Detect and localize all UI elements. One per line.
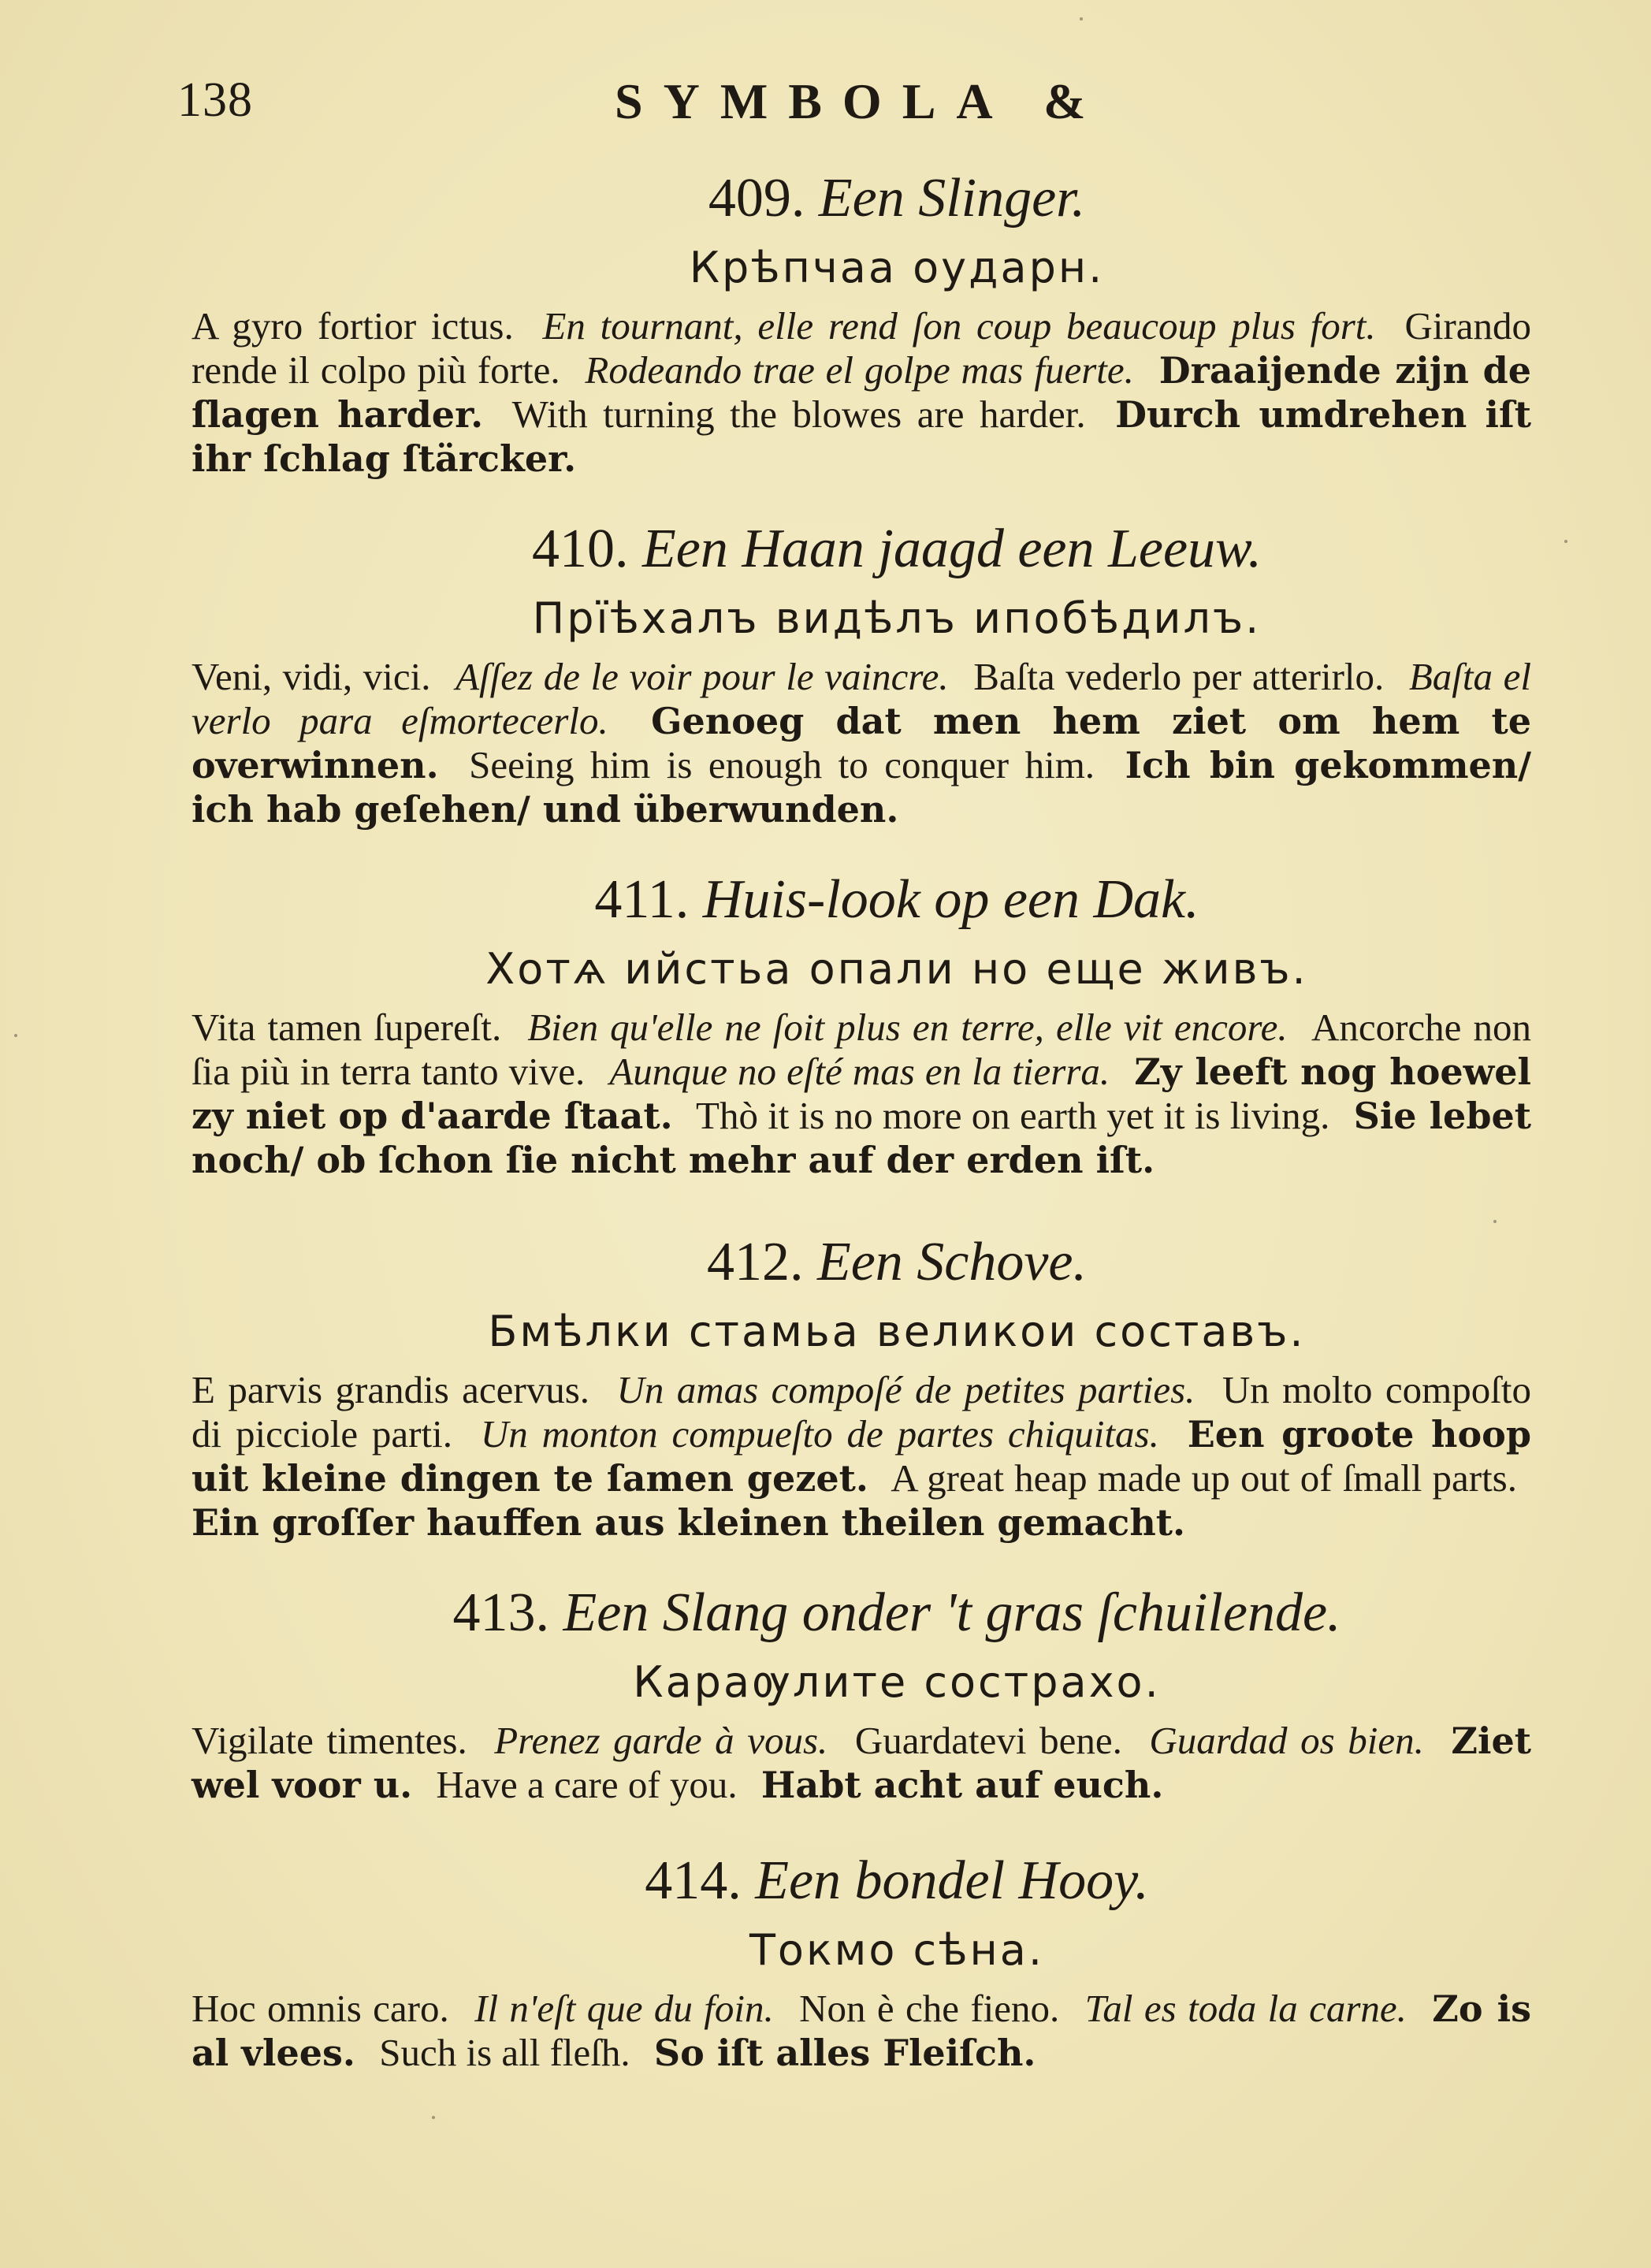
dutch-motto: Zo is al vlees. (192, 1987, 1532, 2074)
entry-title: Huis-look op een Dak. (702, 869, 1199, 930)
italian-motto: Guardatevi bene. (854, 1719, 1122, 1762)
latin-motto: Veni, vidi, vici. (192, 655, 431, 698)
dutch-motto: Ziet wel voor u. (192, 1720, 1531, 1806)
slavonic-motto: Бмѣлки стамьа великои составъ. (488, 1307, 1306, 1356)
slavonic-motto: Караѹлите сострахо. (633, 1657, 1161, 1707)
dutch-motto: Een groote hoop uit kleine dingen te ſamen gezet. (192, 1413, 1532, 1500)
motto-translations (192, 1368, 1531, 1545)
slavonic-motto: Крѣпчаа оударн. (689, 243, 1105, 292)
entry-heading (192, 516, 1531, 582)
english-motto: Such is all fleſh. (379, 2031, 630, 2074)
entry-number: 410. (531, 519, 629, 579)
motto-translations (192, 1006, 1531, 1182)
paper-speck (14, 1034, 17, 1037)
emblem-entry-413 (192, 1580, 1531, 1807)
dutch-motto: Zy leeft nog hoewel zy niet op d'aarde ſtaat. (192, 1050, 1531, 1137)
latin-motto: Vigilate timentes. (192, 1719, 467, 1762)
entry-heading (192, 1229, 1531, 1296)
spanish-motto: Baſta el verlo para eſmortecerlo. (192, 655, 1532, 742)
motto-translations (192, 655, 1531, 831)
emblem-entry-409 (192, 165, 1531, 481)
french-motto: Aſſez de le voir pour le vaincre. (456, 655, 949, 698)
slavonic-motto: Хотѧ ийстьа опали но еще живъ. (485, 944, 1308, 994)
entry-number: 412. (706, 1232, 804, 1292)
emblem-entry-411 (192, 867, 1531, 1182)
entry-title: Een bondel Hooy. (755, 1850, 1149, 1911)
entry-heading (192, 165, 1531, 232)
slavonic-motto: Прїѣхалъ видѣлъ ипобѣдилъ. (532, 593, 1262, 643)
english-motto: Seeing him is enough to conquer him. (469, 743, 1095, 786)
italian-motto: Un molto compoſto di picciole parti. (192, 1368, 1532, 1456)
french-motto: En tournant, elle rend ſon coup beaucoup plus fort. (542, 304, 1376, 348)
latin-motto: E parvis grandis acervus. (192, 1368, 590, 1411)
entry-heading (192, 867, 1531, 933)
entry-title: Een Schove. (816, 1232, 1088, 1292)
entry-title: Een Slinger. (818, 168, 1086, 229)
emblem-entry-410 (192, 516, 1531, 831)
emblem-entry-414 (192, 1848, 1531, 2075)
german-motto: So iſt alles Fleiſch. (653, 2032, 1036, 2074)
spanish-motto: Aunque no eſté mas en la tierra. (609, 1050, 1110, 1093)
paper-speck (1080, 17, 1083, 20)
german-motto: Ich bin gekommen/ ich hab geſehen/ und überwunden. (192, 744, 1532, 831)
spanish-motto: Tal es toda la carne. (1084, 1987, 1407, 2030)
latin-motto: A gyro fortior ictus. (192, 304, 514, 348)
english-motto: Thò it is no more on earth yet it is living. (696, 1094, 1330, 1137)
english-motto: With turning the blowes are harder. (511, 392, 1086, 436)
english-motto: Have a care of you. (436, 1763, 738, 1806)
german-motto: Sie lebet noch/ ob ſchon ſie nicht mehr auf der erden iſt. (192, 1095, 1532, 1181)
entry-heading (192, 1848, 1531, 1914)
entry-number: 414. (645, 1850, 742, 1911)
french-motto: Il n'eſt que du foin. (474, 1987, 774, 2030)
motto-translations (192, 1987, 1531, 2075)
entry-title: Een Slang onder 't gras ſchuilende. (563, 1582, 1341, 1643)
italian-motto: Non è che fieno. (799, 1987, 1060, 2030)
german-motto: Ein groſſer hauffen aus kleinen theilen gemacht. (192, 1501, 1186, 1544)
paper-speck (432, 2116, 435, 2119)
french-motto: Un amas compoſé de petites parties. (616, 1368, 1195, 1411)
entry-heading (192, 1580, 1531, 1646)
spanish-motto: Rodeando trae el golpe mas fuerte. (585, 348, 1134, 392)
running-title: SYMBOLA & (615, 73, 1106, 129)
italian-motto: Ancorche non ſia più in terra tanto vive. (192, 1006, 1531, 1093)
french-motto: Prenez garde à vous. (494, 1719, 828, 1762)
german-motto: Durch umdrehen iſt ihr ſchlag ſtärcker. (192, 393, 1531, 480)
dutch-motto: Genoeg dat men hem ziet om hem te overwinnen. (192, 700, 1532, 786)
spanish-motto: Un monton compueſto de partes chiquitas. (480, 1412, 1159, 1456)
italian-motto: Girando rende il colpo più forte. (192, 304, 1532, 392)
entry-number: 411. (594, 869, 690, 930)
german-motto: Habt acht auf euch. (760, 1764, 1164, 1806)
latin-motto: Vita tamen ſupereſt. (192, 1006, 502, 1049)
paper-speck (1493, 1220, 1497, 1223)
page-header (177, 73, 1517, 143)
italian-motto: Baſta vederlo per atterirlo. (973, 655, 1385, 698)
french-motto: Bien qu'elle ne ſoit plus en terre, elle vit encore. (527, 1006, 1288, 1049)
spanish-motto: Guardad os bien. (1149, 1719, 1424, 1762)
slavonic-motto: Токмо сѣна. (749, 1925, 1045, 1975)
entry-title: Een Haan jaagd een Leeuw. (641, 519, 1262, 579)
motto-translations (192, 304, 1531, 481)
emblem-entry-412 (192, 1229, 1531, 1545)
entry-number: 413. (452, 1582, 549, 1643)
entry-number: 409. (708, 168, 805, 229)
dutch-motto: Draaijende zijn de ſlagen harder. (192, 349, 1531, 436)
paper-speck (1564, 540, 1567, 543)
english-motto: A great heap made up out of ſmall parts. (891, 1456, 1517, 1500)
motto-translations (192, 1719, 1531, 1807)
latin-motto: Hoc omnis caro. (192, 1987, 449, 2030)
page-number: 138 (177, 73, 253, 127)
